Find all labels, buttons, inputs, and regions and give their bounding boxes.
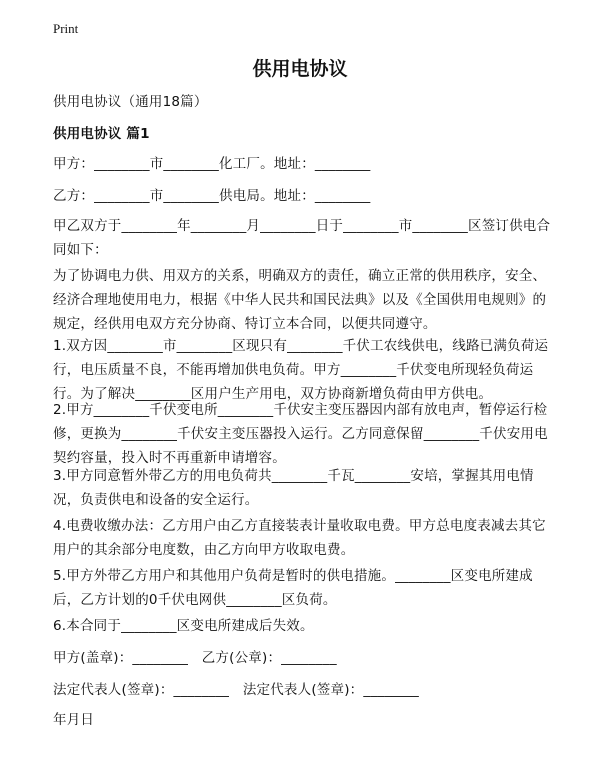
document-subtitle: 供用电协议（通用18篇） xyxy=(53,94,208,110)
seal-line: 甲方(盖章)：________ 乙方(公章)：________ xyxy=(53,650,337,666)
print-link[interactable]: Print xyxy=(53,21,79,36)
section-heading: 供用电协议 篇1 xyxy=(53,126,150,142)
clause-2: 2.甲方________千伏变电所________千伏安主变压器因内部有放电声，暂停运行检修，更换为________千伏安主变压器投入运行。乙方同意保留________千伏安用电契约容量，投入时不再重新申请增容。 xyxy=(53,402,548,466)
party-a-line: 甲方：________市________化工厂。地址：________ xyxy=(53,156,371,172)
clause-3: 3.甲方同意暂外带乙方的用电负荷共________千瓦________安培，掌握其用电情况，负责供电和设备的安全运行。 xyxy=(53,468,534,508)
representative-line: 法定代表人(签章)：________ 法定代表人(签章)：________ xyxy=(53,682,419,698)
document-title: 供用电协议 xyxy=(252,58,348,80)
clause-4: 4.电费收缴办法：乙方用户由乙方直接装表计量收取电费。甲方总电度表减去其它用户的其余部分电度数，由乙方向甲方收取电费。 xyxy=(53,518,546,558)
purpose-paragraph: 为了协调电力供、用双方的关系，明确双方的责任，确立正常的供用秩序，安全、经济合理地使用电力，根据《中华人民共和国民法典》以及《全国供用电规则》的规定，经供用电双方充分协商、特订立本合同，以便共同遵守。 xyxy=(53,268,547,332)
clause-6: 6.本合同于________区变电所建成后失效。 xyxy=(53,618,314,634)
clause-5: 5.甲方外带乙方用户和其他用户负荷是暂时的供电措施。________区变电所建成后，乙方计划的0千伏电网供________区负荷。 xyxy=(53,568,533,608)
party-b-line: 乙方：________市________供电局。地址：________ xyxy=(53,188,371,204)
intro-sign-paragraph: 甲乙双方于________年________月________日于________市________区签订供电合同如下： xyxy=(53,218,551,258)
clause-1: 1.双方因________市________区现只有________千伏工农线供电，线路已满负荷运行，电压质量不良，不能再增加供电负荷。甲方________千伏变电所现轻负荷运行。为了解决________区用户生产用电，双方协商新增负荷由甲方供电。 xyxy=(53,338,549,402)
date-line: 年月日 xyxy=(53,712,95,728)
